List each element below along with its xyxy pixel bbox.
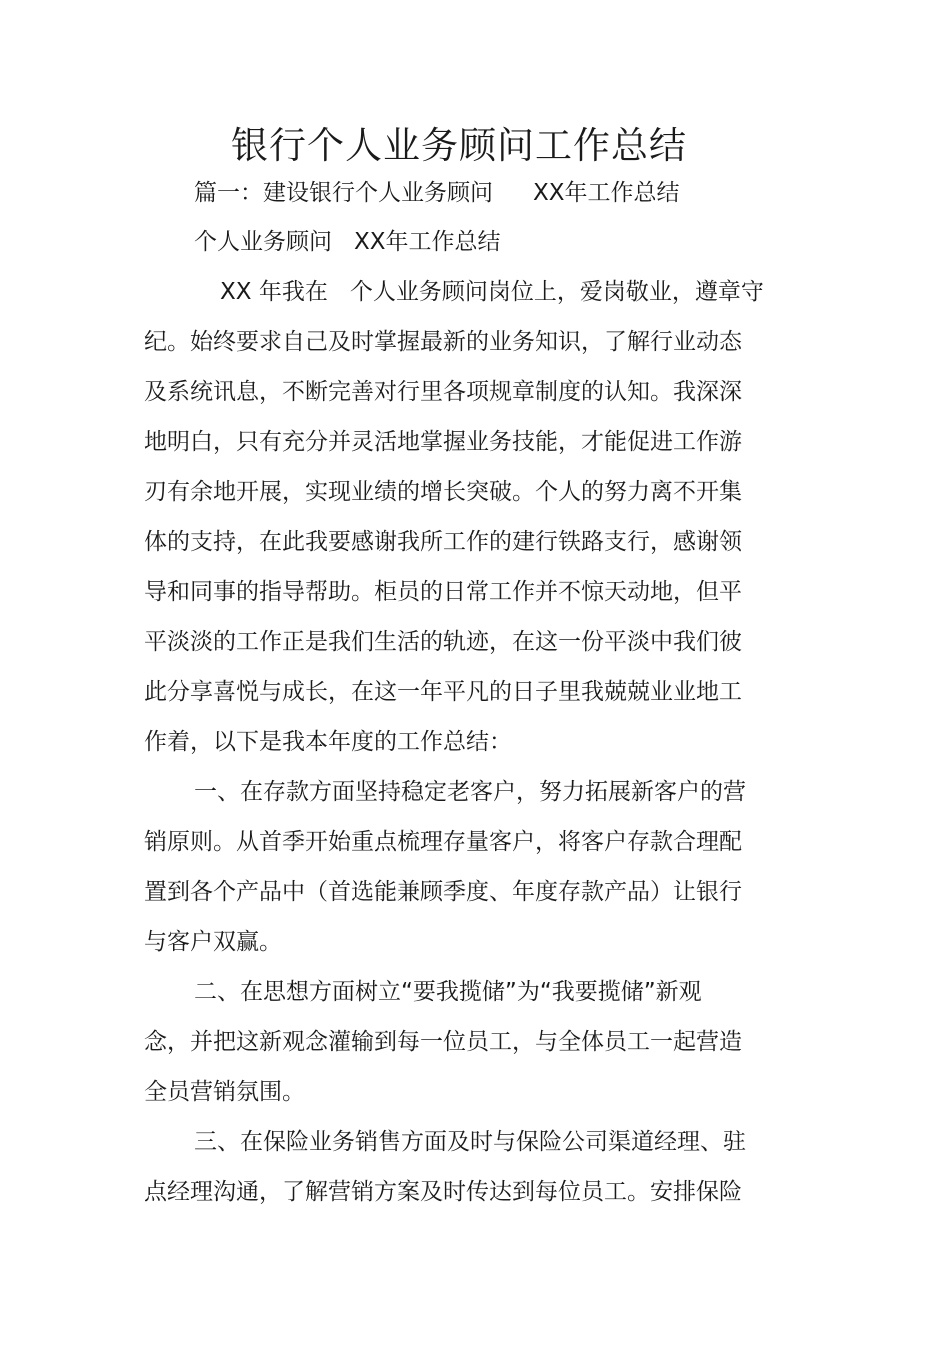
paragraph-line: 一、在存款方面坚持稳定老客户，努力拓展新客户的营 (194, 779, 746, 805)
paragraph-line: 置到各个产品中（首选能兼顾季度、年度存款产品）让银行 (144, 879, 742, 905)
paragraph-line: 地明白，只有充分并灵活地掌握业务技能，才能促进工作游 (144, 429, 742, 455)
paragraph-line: 体的支持，在此我要感谢我所工作的建行铁路支行，感谢领 (144, 529, 742, 555)
heading-part-b: XX年工作总结 (354, 229, 501, 255)
paragraph-line: 刃有余地开展，实现业绩的增长突破。个人的努力离不开集 (144, 479, 742, 505)
paragraph-line: 导和同事的指导帮助。柜员的日常工作并不惊天动地，但平 (144, 579, 742, 605)
paragraph-line: 纪。始终要求自己及时掌握最新的业务知识，了解行业动态 (144, 329, 742, 355)
heading-part-a: 个人业务顾问 (194, 229, 332, 255)
section-heading (194, 217, 814, 267)
paragraph-line: 全员营销氛围。 (144, 1079, 305, 1105)
paragraph-line: 三、在保险业务销售方面及时与保险公司渠道经理、驻 (194, 1129, 746, 1155)
paragraph-line: 念，并把这新观念灌输到每一位员工，与全体员工一起营造 (144, 1029, 742, 1055)
paragraph-line: 作着，以下是我本年度的工作总结： (144, 729, 512, 755)
paragraph-line: 及系统讯息，不断完善对行里各项规章制度的认知。我深深 (144, 379, 742, 405)
paragraph-line: 二、在思想方面树立“要我揽储”为“我要揽储”新观 (194, 979, 702, 1005)
paragraph-1-part-b: 个人业务顾问岗位上，爱岗敬业，遵章守 (349, 279, 764, 305)
subtitle-part-a: 篇一：建设银行个人业务顾问 (194, 180, 493, 206)
paragraph-line: 点经理沟通，了解营销方案及时传达到每位员工。安排保险 (144, 1179, 742, 1205)
subtitle-part-b: XX年工作总结 (533, 180, 680, 206)
paragraph-line: 销原则。从首季开始重点梳理存量客户，将客户存款合理配 (144, 829, 742, 855)
subtitle-line (194, 168, 814, 218)
paragraph-1-part-a: XX 年我在 (220, 279, 328, 305)
paragraph-line (220, 267, 840, 317)
paragraph-line: 与客户双赢。 (144, 929, 282, 955)
document-title: 银行个人业务顾问工作总结 (231, 124, 687, 167)
paragraph-line: 此分享喜悦与成长，在这一年平凡的日子里我兢兢业业地工 (144, 679, 742, 705)
paragraph-line: 平淡淡的工作正是我们生活的轨迹，在这一份平淡中我们彼 (144, 629, 742, 655)
